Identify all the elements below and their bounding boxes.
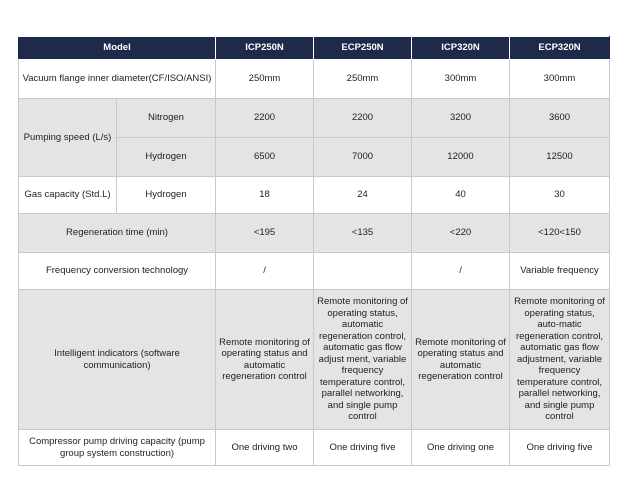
- table-cell: Remote monitoring of operating status, auto-matic regeneration control, automatic gas flow adjustment, variable frequency temperature control, parallel networking, and single pump control: [510, 290, 610, 430]
- table-cell: 3200: [412, 99, 510, 138]
- table-cell: One driving five: [314, 430, 412, 466]
- table-cell: 250mm: [314, 60, 412, 99]
- table-row-pumping-nitrogen: [19, 99, 610, 138]
- table-cell: 12500: [510, 138, 610, 177]
- table-cell: 250mm: [216, 60, 314, 99]
- table-cell: 300mm: [510, 60, 610, 99]
- table-cell: Remote monitoring of operating status and automatic regeneration control: [216, 290, 314, 430]
- table-row-compressor: [19, 430, 610, 466]
- table-cell: /: [412, 253, 510, 290]
- header-model: Model: [19, 37, 216, 60]
- row-label-intelligent: Intelligent indicators (software communication): [19, 290, 216, 430]
- table-cell: <120<150: [510, 214, 610, 253]
- row-label-flange: Vacuum flange inner diameter(CF/ISO/ANSI): [19, 60, 216, 99]
- row-label-gas-capacity: Gas capacity (Std.L): [19, 177, 117, 214]
- table-cell: 2200: [314, 99, 412, 138]
- table-cell: Remote monitoring of operating status and automatic regeneration control: [412, 290, 510, 430]
- table-cell: One driving one: [412, 430, 510, 466]
- table-cell: One driving two: [216, 430, 314, 466]
- spec-table-container: [18, 36, 609, 466]
- table-cell: 40: [412, 177, 510, 214]
- table-cell: 18: [216, 177, 314, 214]
- table-cell: 2200: [216, 99, 314, 138]
- table-cell: 24: [314, 177, 412, 214]
- table-cell: 7000: [314, 138, 412, 177]
- header-model-1: ICP250N: [216, 37, 314, 60]
- table-row-regeneration: [19, 214, 610, 253]
- table-cell: Variable frequency: [510, 253, 610, 290]
- table-cell: 6500: [216, 138, 314, 177]
- row-label-compressor: Compressor pump driving capacity (pump group system construction): [19, 430, 216, 466]
- header-model-3: ICP320N: [412, 37, 510, 60]
- table-cell: 3600: [510, 99, 610, 138]
- row-label-regeneration: Regeneration time (min): [19, 214, 216, 253]
- table-cell: 30: [510, 177, 610, 214]
- table-row-intelligent: [19, 290, 610, 430]
- table-row-gas-capacity: [19, 177, 610, 214]
- table-cell: <135: [314, 214, 412, 253]
- table-cell: <195: [216, 214, 314, 253]
- table-cell: [314, 253, 412, 290]
- spec-table: [18, 36, 610, 466]
- row-sublabel-nitrogen: Nitrogen: [117, 99, 216, 138]
- row-label-frequency: Frequency conversion technology: [19, 253, 216, 290]
- table-row-frequency: [19, 253, 610, 290]
- table-cell: <220: [412, 214, 510, 253]
- table-cell: One driving five: [510, 430, 610, 466]
- table-cell: /: [216, 253, 314, 290]
- header-row: [19, 37, 610, 60]
- table-cell: Remote monitoring of operating status, automatic regeneration control, automatic gas flow adjust ment, variable frequency temperature control, parallel networking, and single pump control: [314, 290, 412, 430]
- row-sublabel-gas-hydrogen: Hydrogen: [117, 177, 216, 214]
- header-model-2: ECP250N: [314, 37, 412, 60]
- table-cell: 12000: [412, 138, 510, 177]
- table-cell: 300mm: [412, 60, 510, 99]
- row-sublabel-hydrogen: Hydrogen: [117, 138, 216, 177]
- header-model-4: ECP320N: [510, 37, 610, 60]
- table-row-flange: [19, 60, 610, 99]
- row-label-pumping-speed: Pumping speed (L/s): [19, 99, 117, 177]
